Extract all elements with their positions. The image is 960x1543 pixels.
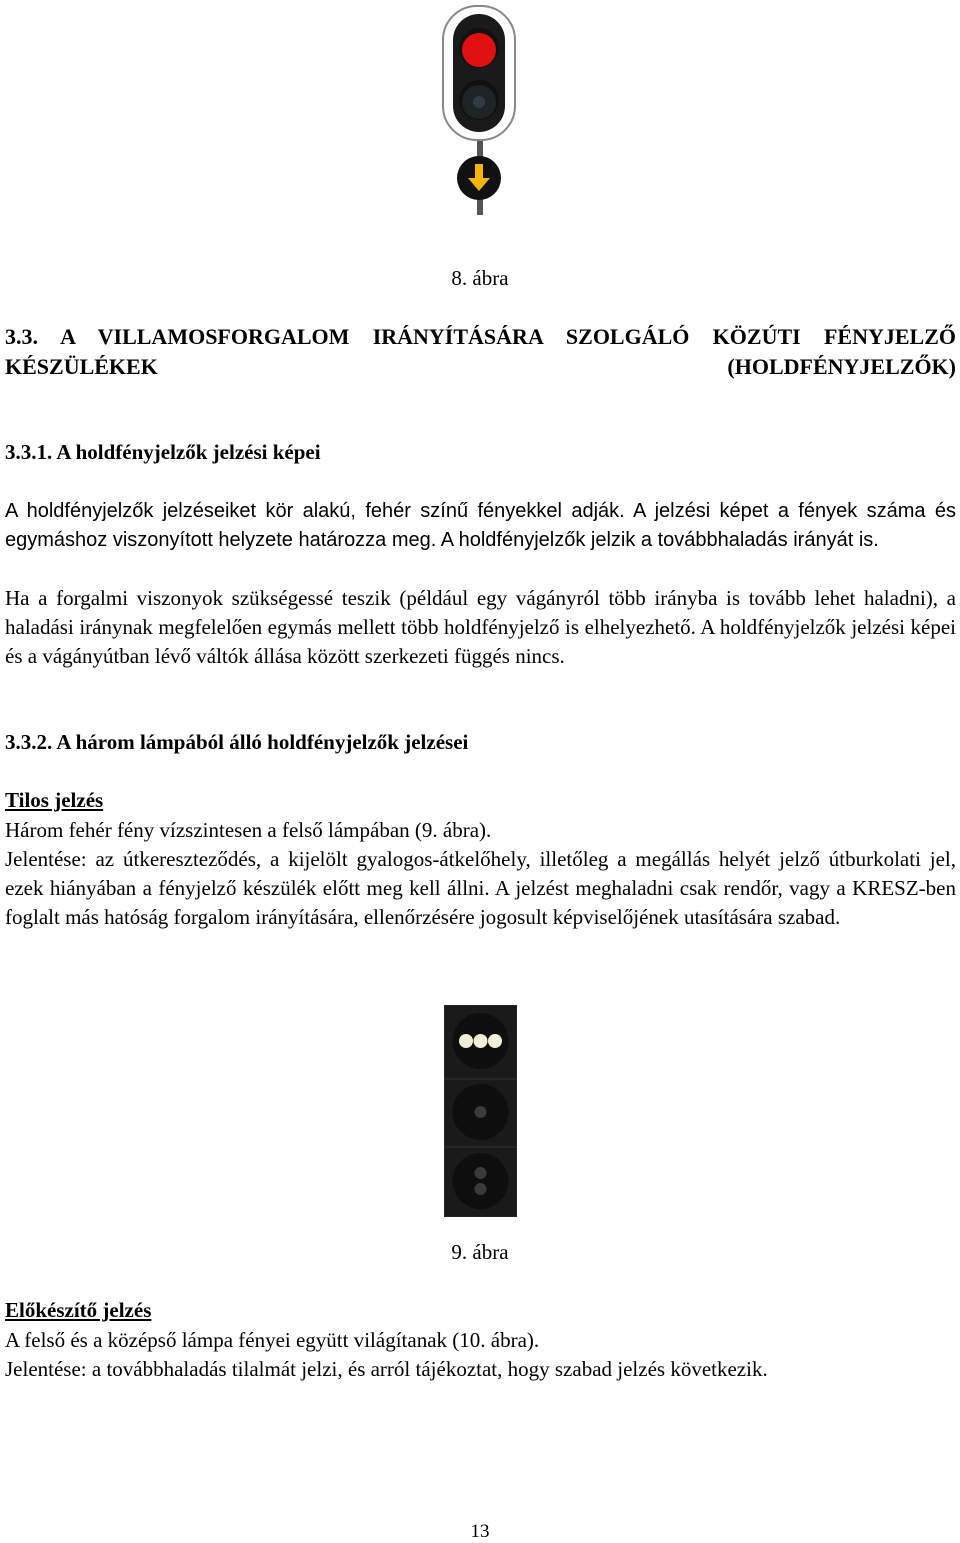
paragraph-2: Ha a forgalmi viszonyok szükségessé teszik (például egy vágányról több irányba is tovább lehet haladni), a haladási iránynak megfelelően egymás mellett több holdfényjelző is elhelyezhető. A holdfényjelzők jelzési képei és a vágányútban lévő váltók állása között szerkezeti függés nincs. — [5, 586, 956, 668]
figure-9-caption: 9. ábra — [451, 1240, 509, 1264]
figure-8-caption: 8. ábra — [451, 266, 509, 290]
elokeszito-line-2: Jelentése: a továbbhaladás tilalmát jelzi, és arról tájékoztat, hogy szabad jelzés következik. — [5, 1357, 768, 1381]
tilos-jelzes-title: Tilos jelzés — [5, 788, 104, 812]
paragraph-1: A holdfényjelzők jelzéseiket kör alakú, fehér színű fényekkel adják. A jelzési képet a fények száma és egymáshoz viszonyított helyzete határozza meg. A holdfényjelzők jelzik a továbbhaladás irányát is. — [5, 500, 956, 551]
elokeszito-line-1: A felső és a középső lámpa fényei együtt világítanak (10. ábra). — [5, 1328, 540, 1352]
moonlight-signal-figure — [444, 1005, 517, 1217]
section-heading: 3.3. A VILLAMOSFORGALOM IRÁNYÍTÁSÁRA SZOLGÁLÓ KÖZÚTI FÉNYJELZŐ KÉSZÜLÉKEK (HOLDFÉNYJELZŐK) — [5, 324, 956, 379]
traffic-signal-red-figure — [440, 0, 520, 220]
subsection-1-heading: 3.3.1. A holdfényjelzők jelzési képei — [5, 440, 321, 464]
tilos-line-2: Jelentése: az útkereszteződés, a kijelölt gyalogos-átkelőhely, illetőleg a megállás helyét jelző útburkolati jel, ezek hiányában a fényjelző készülék előtt meg kell állni. A jelzést meghaladni csak rendőr, vagy a KRESZ-ben foglalt más hatóság forgalom irányítására, ellenőrzésére jogosult képviselőjének utasítására szabad. — [5, 847, 956, 929]
page-number: 13 — [470, 1521, 490, 1542]
subsection-2-heading: 3.3.2. A három lámpából álló holdfényjelzők jelzései — [5, 730, 469, 754]
tilos-line-1: Három fehér fény vízszintesen a felső lámpában (9. ábra). — [5, 818, 492, 842]
elokeszito-jelzes-title: Előkészítő jelzés — [5, 1298, 152, 1322]
